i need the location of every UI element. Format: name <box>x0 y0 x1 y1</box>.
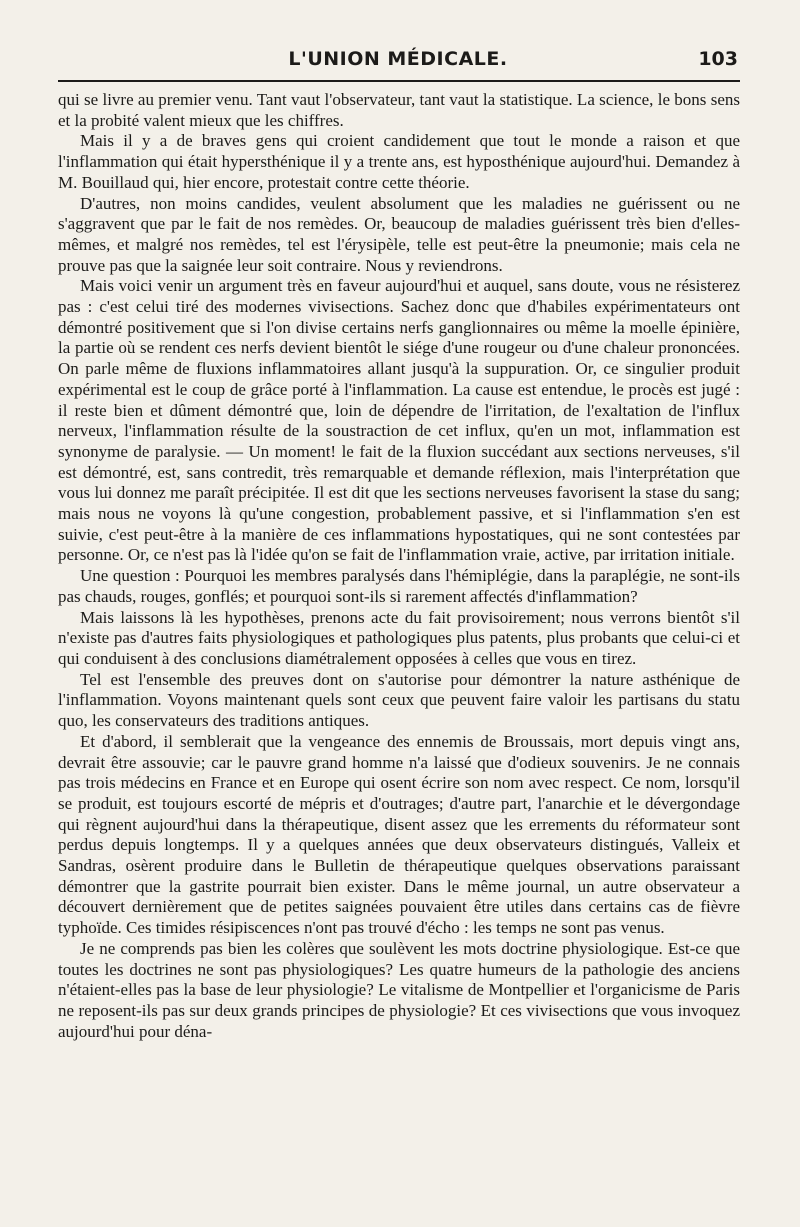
paragraph: Une question : Pourquoi les membres paralysés dans l'hémiplégie, dans la paraplégie, ne sont-ils pas chauds, rouges, gonflés; et pourquoi sont-ils si rarement affectés d'inflammation? <box>58 566 740 606</box>
header-rule <box>58 80 740 82</box>
paragraph: Tel est l'ensemble des preuves dont on s'autorise pour démontrer la nature asthénique de l'inflammation. Voyons maintenant quels sont ceux que peuvent faire valoir les partisans du statu quo, les conservateurs des traditions antiques. <box>58 669 740 731</box>
paragraph: Et d'abord, il semblerait que la vengeance des ennemis de Broussais, mort depuis vingt ans, devrait être assouvie; car le pauvre grand homme n'a laissé que d'odieux souvenirs. Je ne connais pas trois médecins en France et en Europe qui osent écrire son nom avec respect. Ce nom, lorsqu'il se produit, est toujours escorté de mépris et d'outrages; d'autre part, l'anarchie et le dévergondage qui règnent aujourd'hui dans la thérapeutique, disent assez que les errements du réformateur sont perdus depuis longtemps. Il y a quelques années que deux observateurs distingués, Valleix et Sandras, osèrent produire dans le Bulletin de thérapeutique quelques observations paraissant démontrer que la gastrite pourrait bien exister. Dans le même journal, un autre observateur a découvert dernièrement que de petites saignées pouvaient être utiles dans certains cas de fièvre typhoïde. Ces timides résipiscences n'ont pas trouvé d'écho : les temps ne sont pas venus. <box>58 731 740 938</box>
page-header <box>58 42 738 82</box>
paragraph: Mais il y a de braves gens qui croient candidement que tout le monde a raison et que l'inflammation qui était hypersthénique il y a trente ans, est hyposthénique aujourd'hui. Demandez à M. Bouillaud qui, hier encore, protestait contre cette théorie. <box>58 131 740 192</box>
paragraph: Mais voici venir un argument très en faveur aujourd'hui et auquel, sans doute, vous ne résisterez pas : c'est celui tiré des modernes vivisections. Sachez donc que d'habiles expérimentateurs ont démontré positivement que si l'on divise certains nerfs ganglionnaires ou même la moelle épinière, la partie où se rendent ces nerfs devient bientôt le siége d'une rougeur ou d'une chaleur prononcées. On parle même de fluxions inflammatoires allant jusqu'à la suppuration. Or, ce singulier produit expérimental est le coup de grâce porté à l'inflammation. La cause est entendue, le procès est jugé : il reste bien et dûment démontré que, loin de dépendre de l'irritation, de l'exaltation de l'influx nerveux, l'inflammation résulte de la soustraction de cet influx, qu'en un mot, inflammation est synonyme de paralysie. — Un moment! le fait de la fluxion succédant aux sections nerveuses, s'il est démontré, est, sans contredit, très remarquable et demande réflexion, mais l'interprétation que vous lui donnez me paraît précipitée. Il est dit que les sections nerveuses favorisent la stase du sang; mais nous ne voyons là qu'une congestion, probablement passive, et si l'inflammation s'en est suivie, c'est peut-être à la manière de ces inflammations hypostatiques, qui ne sont contestées par personne. Or, ce n'est pas là l'idée qu'on se fait de l'inflammation vraie, active, par irritation initiale. <box>58 276 740 565</box>
article-body <box>58 90 740 1042</box>
paragraph: Mais laissons là les hypothèses, prenons acte du fait provisoirement; nous verrons bientôt s'il n'existe pas d'autres faits physiologiques et pathologiques plus patents, plus probants que celui-ci et qui conduisent à des conclusions diamétralement opposées à celles que vous en tirez. <box>58 607 740 668</box>
running-head: L'UNION MÉDICALE. <box>288 48 508 70</box>
paragraph: D'autres, non moins candides, veulent absolument que les maladies ne guérissent ou ne s'aggravent que par le fait de nos remèdes. Or, beaucoup de maladies guérissent très bien d'elles-mêmes, et malgré nos remèdes, tel est l'érysipèle, telle est peut-être la pneumonie; mais cela ne prouve pas que la saignée leur soit contraire. Nous y reviendrons. <box>58 193 740 275</box>
page-number: 103 <box>698 48 738 70</box>
paragraph: Je ne comprends pas bien les colères que soulèvent les mots doctrine physiologique. Est-ce que toutes les doctrines ne sont pas physiologiques? Les quatre humeurs de la pathologie des anciens n'étaient-elles pas la base de leur physiologie? Le vitalisme de Montpellier et l'organicisme de Paris ne reposent-ils pas sur deux grands principes de physiologie? Et ces vivisections que vous invoquez aujourd'hui pour déna- <box>58 938 740 1041</box>
paragraph: qui se livre au premier venu. Tant vaut l'observateur, tant vaut la statistique. La science, le bons sens et la probité valent mieux que les chiffres. <box>58 90 740 130</box>
